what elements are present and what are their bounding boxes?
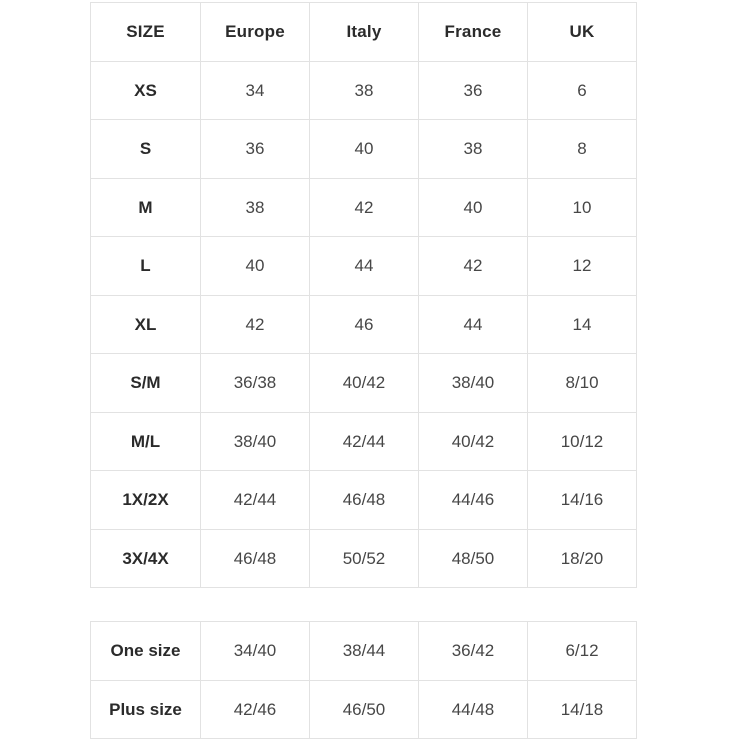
table-row-one-size bbox=[91, 622, 637, 681]
value-cell: 36/38 bbox=[201, 354, 310, 413]
column-header-france: France bbox=[419, 3, 528, 62]
value-cell: 46/48 bbox=[310, 471, 419, 530]
tables-divider-gap bbox=[90, 588, 636, 621]
value-cell: 34/40 bbox=[201, 622, 310, 681]
value-cell: 46 bbox=[310, 295, 419, 354]
value-cell: 36 bbox=[201, 120, 310, 179]
value-cell: 40 bbox=[201, 237, 310, 296]
value-cell: 38/40 bbox=[201, 412, 310, 471]
value-cell: 38 bbox=[201, 178, 310, 237]
value-cell: 14/18 bbox=[528, 680, 637, 739]
value-cell: 6 bbox=[528, 61, 637, 120]
value-cell: 40 bbox=[310, 120, 419, 179]
table-row-sm bbox=[91, 354, 637, 413]
size-label: S/M bbox=[91, 354, 201, 413]
size-label: Plus size bbox=[91, 680, 201, 739]
value-cell: 44/46 bbox=[419, 471, 528, 530]
tables-wrapper bbox=[90, 2, 636, 739]
size-conversion-table-secondary bbox=[90, 621, 637, 739]
value-cell: 42/44 bbox=[310, 412, 419, 471]
value-cell: 40/42 bbox=[310, 354, 419, 413]
value-cell: 14/16 bbox=[528, 471, 637, 530]
value-cell: 42 bbox=[201, 295, 310, 354]
header-row bbox=[91, 3, 637, 62]
value-cell: 42/46 bbox=[201, 680, 310, 739]
value-cell: 12 bbox=[528, 237, 637, 296]
value-cell: 42/44 bbox=[201, 471, 310, 530]
column-header-uk: UK bbox=[528, 3, 637, 62]
value-cell: 40 bbox=[419, 178, 528, 237]
value-cell: 44 bbox=[419, 295, 528, 354]
table-row-ml bbox=[91, 412, 637, 471]
value-cell: 46/48 bbox=[201, 529, 310, 588]
value-cell: 40/42 bbox=[419, 412, 528, 471]
value-cell: 36/42 bbox=[419, 622, 528, 681]
table-row-1x2x bbox=[91, 471, 637, 530]
value-cell: 38 bbox=[419, 120, 528, 179]
value-cell: 46/50 bbox=[310, 680, 419, 739]
size-label: S bbox=[91, 120, 201, 179]
table-row-l bbox=[91, 237, 637, 296]
size-label: XL bbox=[91, 295, 201, 354]
size-label: 1X/2X bbox=[91, 471, 201, 530]
value-cell: 38/40 bbox=[419, 354, 528, 413]
size-label: 3X/4X bbox=[91, 529, 201, 588]
value-cell: 42 bbox=[419, 237, 528, 296]
table-row-xs bbox=[91, 61, 637, 120]
value-cell: 10 bbox=[528, 178, 637, 237]
size-label: One size bbox=[91, 622, 201, 681]
value-cell: 34 bbox=[201, 61, 310, 120]
value-cell: 44 bbox=[310, 237, 419, 296]
value-cell: 10/12 bbox=[528, 412, 637, 471]
value-cell: 6/12 bbox=[528, 622, 637, 681]
value-cell: 8 bbox=[528, 120, 637, 179]
value-cell: 48/50 bbox=[419, 529, 528, 588]
value-cell: 14 bbox=[528, 295, 637, 354]
table-row-xl bbox=[91, 295, 637, 354]
size-conversion-table-primary bbox=[90, 2, 637, 588]
value-cell: 38 bbox=[310, 61, 419, 120]
value-cell: 38/44 bbox=[310, 622, 419, 681]
table-row-plus-size bbox=[91, 680, 637, 739]
value-cell: 50/52 bbox=[310, 529, 419, 588]
table-row-m bbox=[91, 178, 637, 237]
value-cell: 8/10 bbox=[528, 354, 637, 413]
table-row-s bbox=[91, 120, 637, 179]
value-cell: 42 bbox=[310, 178, 419, 237]
size-label: M/L bbox=[91, 412, 201, 471]
column-header-europe: Europe bbox=[201, 3, 310, 62]
value-cell: 36 bbox=[419, 61, 528, 120]
table-row-3x4x bbox=[91, 529, 637, 588]
value-cell: 44/48 bbox=[419, 680, 528, 739]
size-label: XS bbox=[91, 61, 201, 120]
value-cell: 18/20 bbox=[528, 529, 637, 588]
column-header-italy: Italy bbox=[310, 3, 419, 62]
size-label: L bbox=[91, 237, 201, 296]
column-header-size: SIZE bbox=[91, 3, 201, 62]
size-label: M bbox=[91, 178, 201, 237]
